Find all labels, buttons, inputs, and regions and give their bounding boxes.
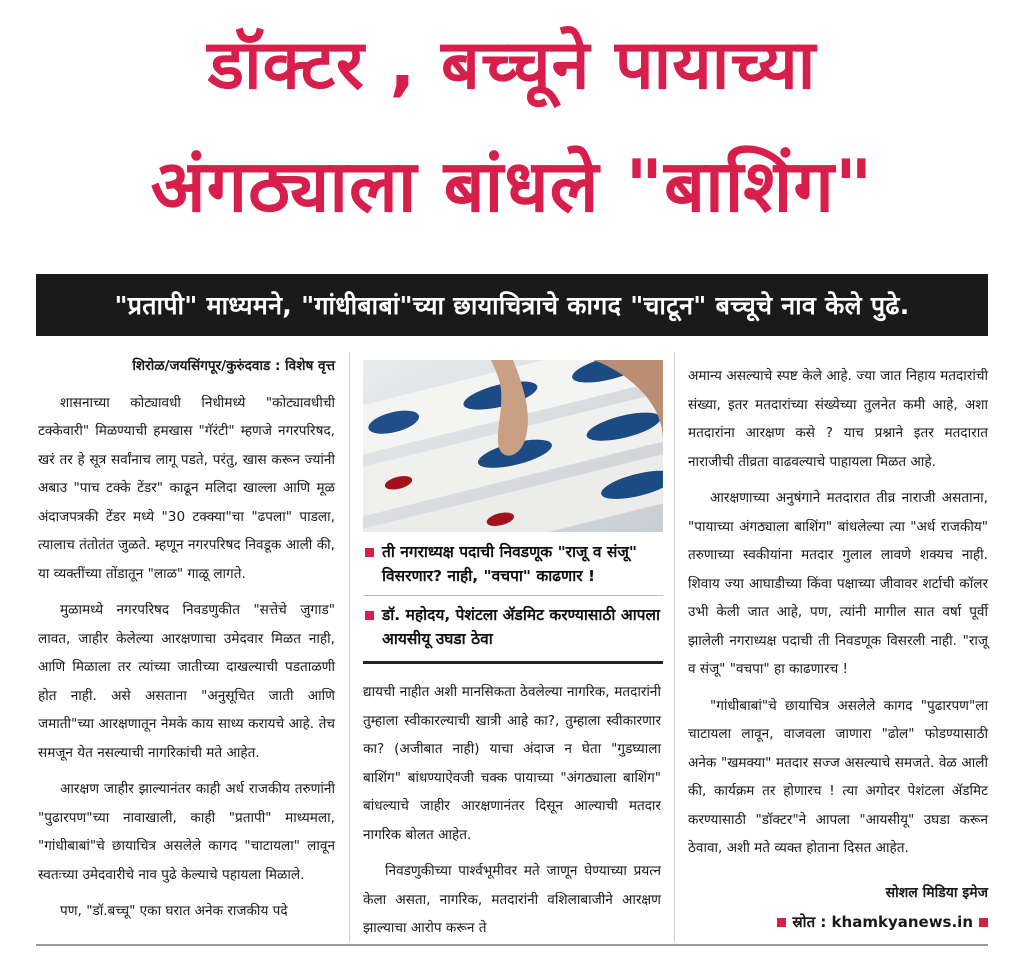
- paragraph: द्यायची नाहीत अशी मानसिकता ठेवलेल्या नागरिक, मतदारांनी तुम्हाला स्वीकारल्याची खात्री आहे का?, तुम्हाला स्वीकारणार का? (अजीबात नाही) याचा अंदाज न घेता "गुडघ्याला बाशिंग" बांधण्याऐवजी चक्क पायाच्या "अंगठ्याला बाशिंग" बांधल्याचे जाहीर आरक्षणानंतर दिसून आल्याची मतदार नागरिक बोलत आहेत.: [363, 684, 661, 843]
- paragraph: आरक्षण जाहीर झाल्यानंतर काही अर्ध राजकीय तरुणांनी "पुढारपण"च्या नावाखाली, काही "प्रतापी" माध्यमला, "गांधीबाबां"चे छायाचित्र असलेले कागद "चाटायला" लावून स्वतःच्या उमेदवारीचे नाव पुढे केल्याचे पहायला मिळाले.: [38, 781, 335, 883]
- voting-machine-photo: [363, 360, 663, 532]
- paragraph: अमान्य असल्याचे स्पष्ट केले आहे. ज्या जात निहाय मतदारांची संख्या, इतर मतदारांच्या संख्येच्या तुलनेत कमी आहे, अशा मतदारांना आरक्षण कसे ? याच प्रश्नाने इतर मतदारात नाराजीची तीव्रता वाढवल्याचे पाहायला मिळत आहे.: [688, 368, 988, 470]
- highlight-item: [363, 603, 663, 651]
- bottom-rule: [36, 944, 988, 946]
- image-credit: सोशल मिडिया इमेज: [885, 885, 988, 901]
- paragraph: आरक्षणाच्या अनुषंगाने मतदारात तीव्र नाराजी असताना, "पायाच्या अंगठ्याला बाशिंग" बांधलेल्या त्या "अर्ध राजकीय" तरुणाच्या स्वकीयांना मतदार गुलाल लावणे शक्यच नाही. शिवाय ज्या आघाडीच्या किंवा पक्षाच्या जीवावर शर्टाची कॉलर उभी केली जात आहे, पण, त्यांनी मागील सात वर्षा पूर्वी झालेली नगराध्यक्ष पदाची ती निवडणूक विसरली नाही. "राजू व संजू" "वचपा" हा काढणारच !: [688, 490, 988, 677]
- paragraph: मुळामध्ये नगरपरिषद निवडणुकीत "सत्तेचे जुगाड" लावत, जाहीर केलेल्या आरक्षणाचा उमेदवार मिळत नाही, आणि मिळाला तर त्यांच्या जातीच्या दाखल्याची पडताळणी होत नाही. असे असताना "अनुसूचित जाती आणि जमाती"च्या आरक्षणातून नेमके काय साध्य करायचे आहे. तेच समजून येत नसल्याची नागरिकांची मते आहेत.: [38, 602, 335, 761]
- highlight-box: [363, 540, 663, 664]
- highlight-item: [363, 540, 663, 588]
- paragraph: पण, "डॉ.बच्चू" एका घरात अनेक राजकीय पदे: [60, 903, 288, 919]
- bullet-square-icon: [365, 548, 374, 557]
- column-divider: [349, 352, 350, 942]
- highlight-text: डॉ. महोदय, पेशंटला ॲडमिट करण्यासाठी आपला आयसीयू उघडा ठेवा: [382, 606, 661, 648]
- bullet-square-icon: [365, 611, 374, 620]
- source-text[interactable]: स्रोत : khamkyanews.in: [792, 913, 973, 931]
- paragraph: निवडणुकीच्या पार्श्वभूमीवर मते जाणून घेण्याच्या प्रयत्न केला असता, नागरिक, मतदारांनी वशिलाबाजीने आरक्षण झाल्याचा आरोप करून ते: [363, 863, 661, 936]
- article-column-3: [688, 362, 988, 863]
- dateline: शिरोळ/जयसिंगपूर/कुरुंदवाड : विशेष वृत्त: [132, 358, 335, 374]
- source-line: [690, 912, 988, 932]
- subheadline-bar: [36, 274, 988, 336]
- headline-line-2: अंगठ्याला बांधले "बाशिंग": [150, 144, 874, 228]
- evm-illustration: [363, 360, 663, 532]
- subheadline-text: "प्रतापी" माध्यमने, "गांधीबाबां"च्या छायाचित्राचे कागद "चाटून" बच्चूचे नाव केले पुढे.: [114, 291, 910, 320]
- article-column-1: [38, 352, 335, 926]
- highlight-separator: [363, 595, 663, 596]
- bullet-square-icon: [979, 918, 988, 927]
- headline-line-1: डॉक्टर , बच्चूने पायाच्या: [207, 26, 817, 105]
- paragraph: शासनाच्या कोट्यावधी निधीमध्ये "कोट्यावधीची टक्केवारी" मिळण्याची हमखास "गॅरंटी" म्हणजे नगरपरिषद, खरं तर हे सूत्र सर्वांनाच लागू पडते, परंतु, खास करून ज्यांनी अबाउ "पाच टक्के टेंडर" काढून मलिदा खाल्ला आणि मूळ अंदाजपत्रकी टेंडर मध्ये "30 टक्क्या"चा "ढपला" पाडला, त्यालाच तंतोतंत जुळते. म्हणून नगरपरिषद निवडूक आली की, या व्यक्तींच्या तोंडातून "लाळ" गाळू लागते.: [38, 394, 335, 582]
- article-column-2: [363, 678, 661, 943]
- highlight-text: ती नगराध्यक्ष पदाची निवडणूक "राजू व संजू" विसरणार? नाही, "वचपा" काढणार !: [382, 543, 637, 585]
- bullet-square-icon: [777, 918, 786, 927]
- paragraph: "गांधीबाबां"चे छायाचित्र असलेले कागद "पुढारपण"ला चाटायला लावून, वाजवला जाणारा "ढोल" फोडण्यासाठी अनेक "खमक्या" मतदार सज्ज असल्याचे समजते. वेळ आली की, कार्यक्रम तर होणारच ! त्या अगोदर पेशंटला ॲडमिट करण्यासाठी "डॉक्टर"ने आपला "आयसीयू" उघडा करून ठेवावा, अशी मते व्यक्त होताना दिसत आहेत.: [688, 697, 988, 856]
- column-divider: [674, 352, 675, 942]
- highlight-rule: [363, 661, 663, 664]
